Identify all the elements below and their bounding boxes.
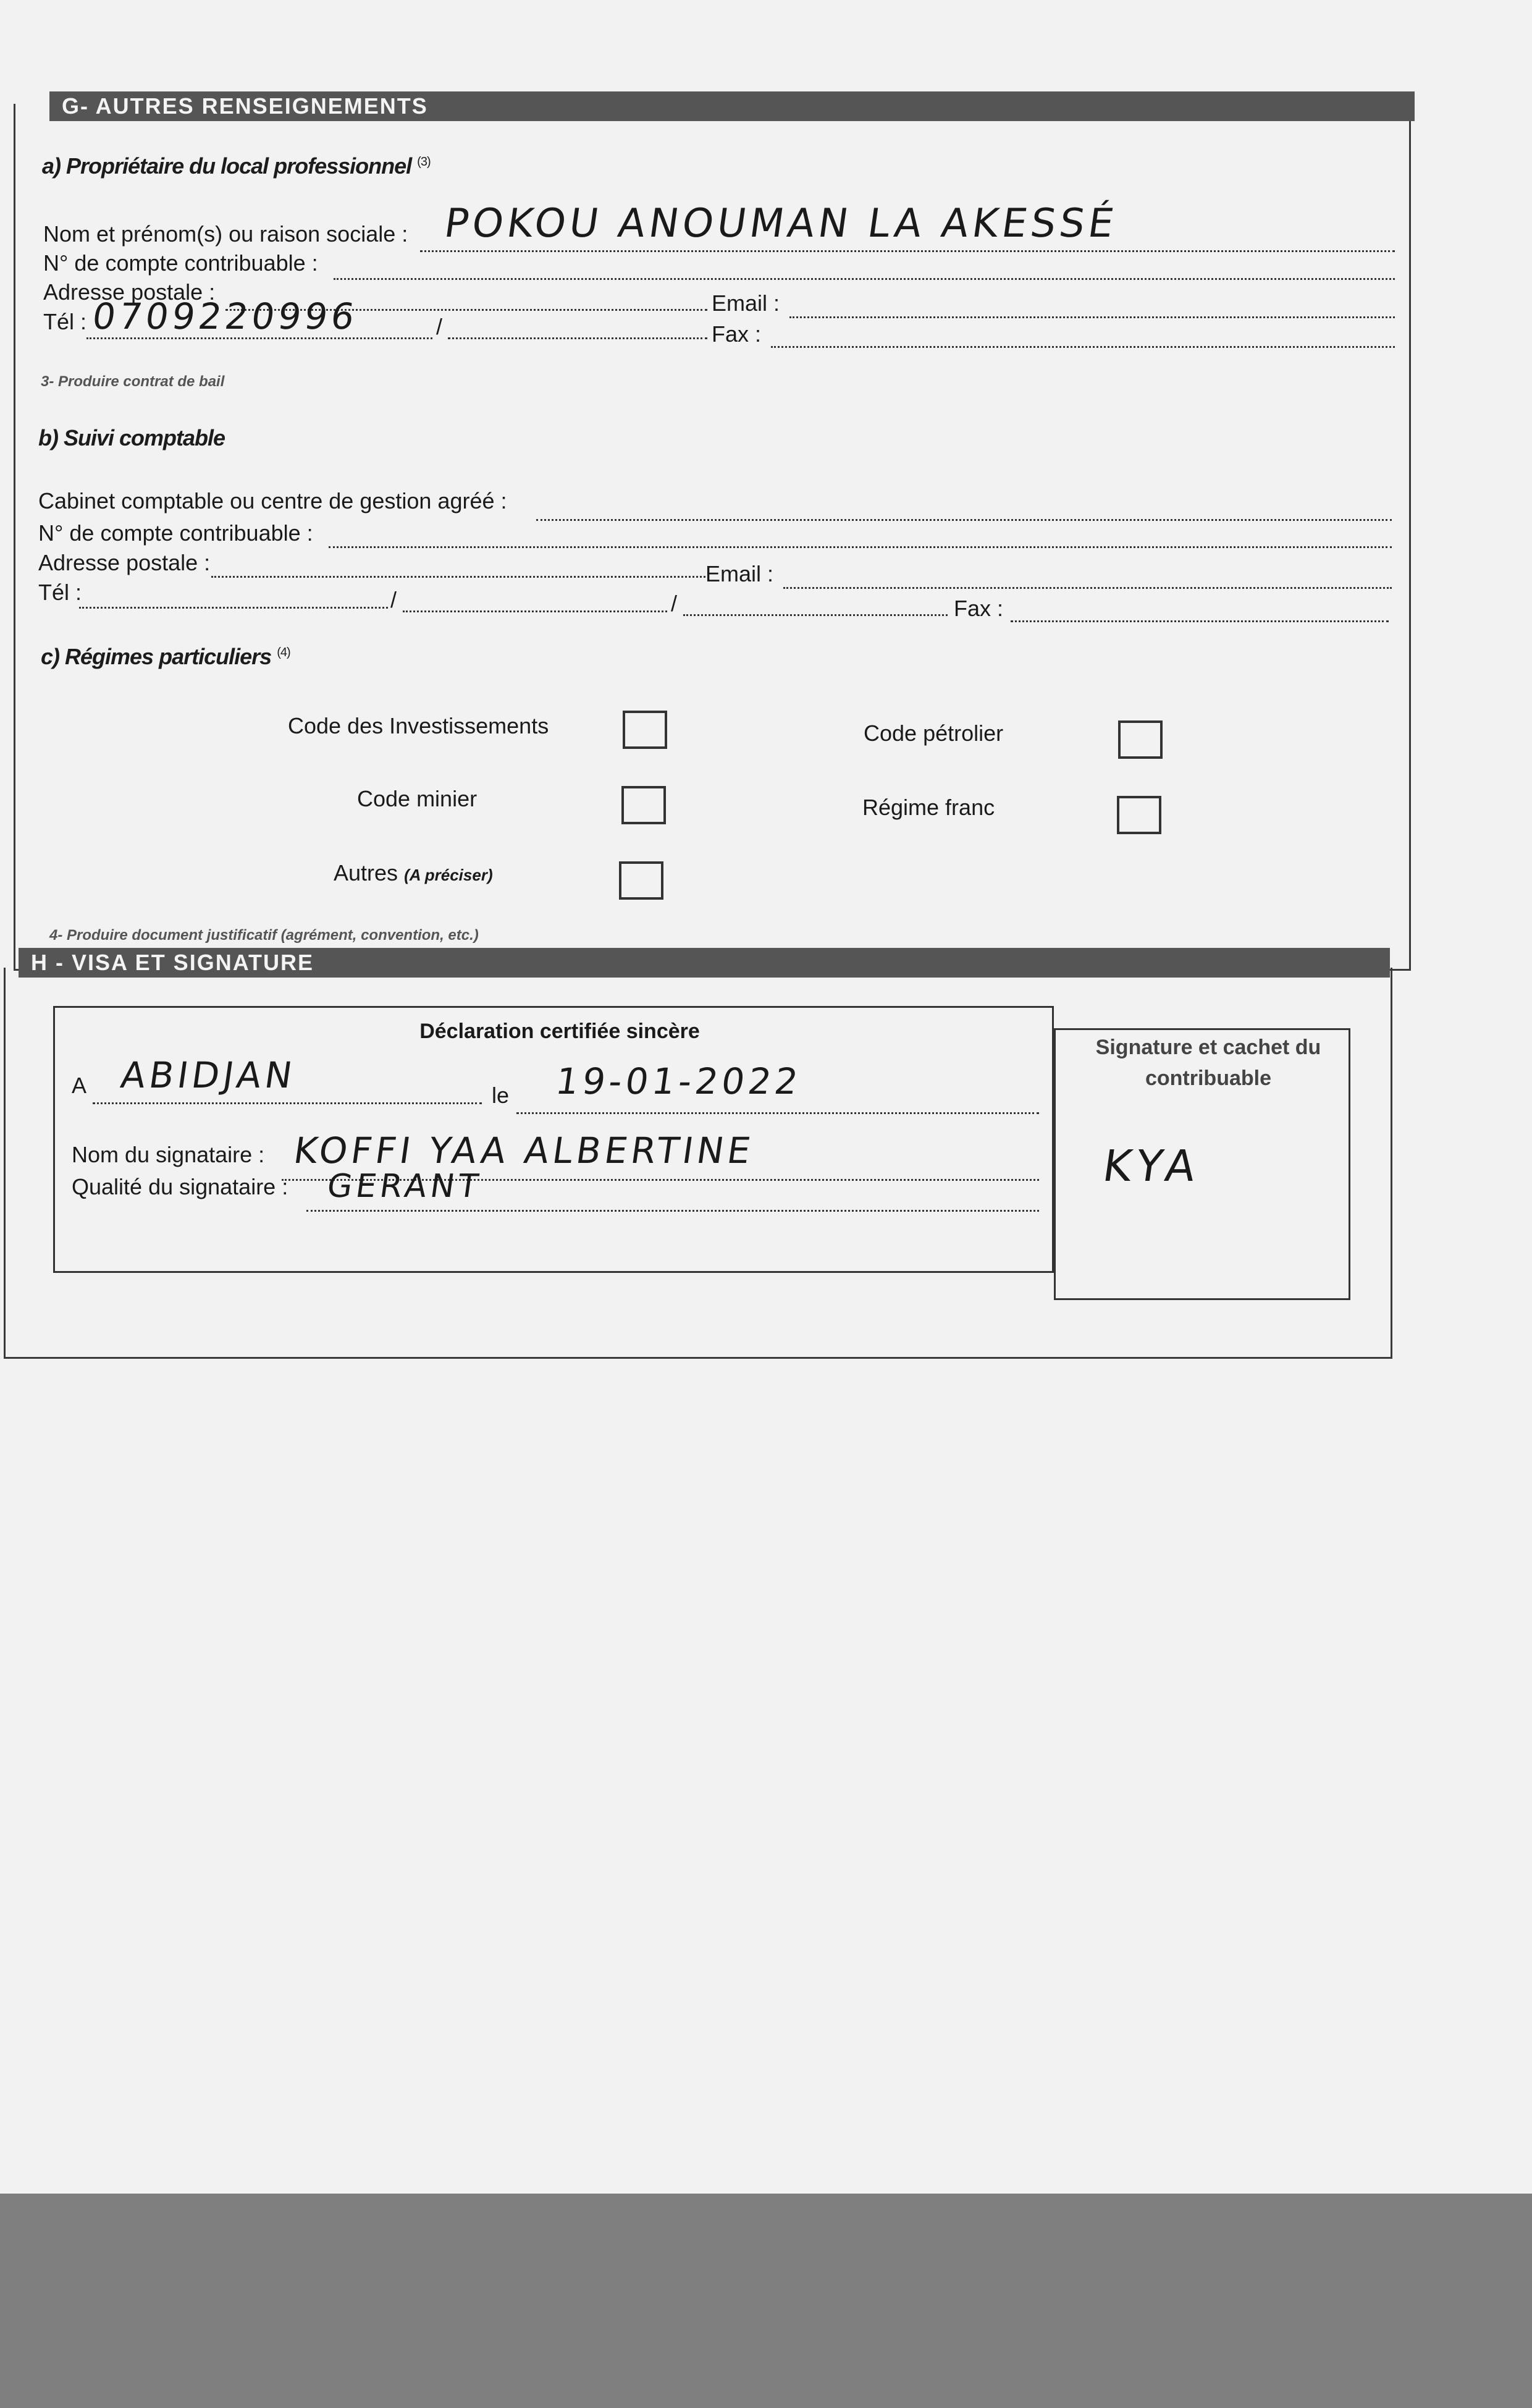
b-fax-field-line[interactable]	[1011, 620, 1389, 622]
code-minier-checkbox[interactable]	[621, 786, 666, 824]
b-fax-label: Fax :	[954, 596, 1004, 621]
email-field-line[interactable]	[789, 316, 1395, 318]
subsection-a-text: a) Propriétaire du local professionnel	[42, 153, 412, 179]
signataire-label: Nom du signataire :	[72, 1142, 265, 1167]
fax-label: Fax :	[712, 321, 762, 347]
autres-checkbox[interactable]	[619, 861, 663, 900]
tel-handwritten-value: 0709220996	[90, 295, 361, 337]
b-tel-sep-1: /	[390, 587, 397, 612]
tel-label: Tél :	[43, 309, 87, 334]
autres-text: Autres	[334, 860, 398, 885]
b-tel-field-line-3[interactable]	[683, 614, 948, 616]
subsection-c-heading	[41, 644, 290, 670]
declaration-title: Déclaration certifiée sincère	[419, 1020, 700, 1043]
b-compte-field-line[interactable]	[329, 546, 1392, 548]
b-tel-label: Tél :	[38, 580, 82, 605]
nom-label: Nom et prénom(s) ou raison sociale :	[43, 221, 408, 247]
compte-label: N° de compte contribuable :	[43, 250, 318, 276]
qualite-label: Qualité du signataire :	[72, 1174, 288, 1199]
code-petrolier-checkbox[interactable]	[1118, 720, 1163, 759]
b-email-label: Email :	[705, 561, 774, 586]
fax-field-line[interactable]	[771, 346, 1395, 348]
regime-franc-checkbox[interactable]	[1117, 796, 1161, 834]
code-minier-label: Code minier	[357, 786, 478, 811]
date-field-line[interactable]	[516, 1112, 1039, 1114]
regime-franc-label: Régime franc	[862, 795, 995, 820]
lieu-label: A	[72, 1073, 87, 1098]
signature-title: Signature et cachet du contribuable	[1095, 1036, 1321, 1090]
b-compte-label: N° de compte contribuable :	[38, 520, 313, 546]
date-handwritten-value: 19-01-2022	[553, 1060, 804, 1102]
date-label: le	[492, 1083, 510, 1108]
compte-field-line[interactable]	[334, 278, 1395, 280]
subsection-a-heading	[42, 153, 431, 179]
tel-separator: /	[436, 314, 443, 339]
section-g-title: G- AUTRES RENSEIGNEMENTS	[49, 91, 1415, 121]
note-ref-4: (4)	[277, 646, 290, 659]
subsection-b-heading: b) Suivi comptable	[38, 425, 225, 450]
footnote-3: 3- Produire contrat de bail	[41, 373, 225, 390]
b-email-field-line[interactable]	[783, 587, 1392, 589]
email-label: Email :	[712, 290, 780, 316]
autres-label	[334, 860, 493, 886]
note-ref-3: (3)	[417, 155, 431, 169]
autres-note: (A préciser)	[404, 866, 493, 884]
code-invest-checkbox[interactable]	[623, 711, 667, 749]
signataire-handwritten-value: KOFFI YAA ALBERTINE	[291, 1130, 757, 1172]
qualite-field-line[interactable]	[306, 1210, 1039, 1212]
code-petrolier-label: Code pétrolier	[864, 720, 1004, 746]
code-invest-label: Code des Investissements	[288, 713, 549, 738]
section-h-title: H - VISA ET SIGNATURE	[19, 948, 1390, 978]
subsection-c-text: c) Régimes particuliers	[41, 644, 272, 669]
cabinet-field-line[interactable]	[536, 519, 1392, 521]
lieu-field-line[interactable]	[93, 1102, 482, 1104]
adresse-label: Adresse postale :	[43, 279, 216, 305]
tel2-field-line[interactable]	[448, 337, 707, 339]
tel-field-line[interactable]	[86, 337, 432, 339]
b-adresse-label: Adresse postale :	[38, 550, 211, 575]
signature-handwritten-initials: KYA	[1100, 1141, 1205, 1191]
b-tel-field-line-1[interactable]	[79, 607, 388, 609]
lieu-handwritten-value: ABIDJAN	[118, 1054, 299, 1096]
qualite-handwritten-value: GERANT	[324, 1168, 484, 1205]
b-tel-sep-2: /	[671, 591, 678, 616]
b-tel-field-line-2[interactable]	[403, 610, 667, 612]
b-adresse-field-line[interactable]	[211, 576, 705, 578]
footnote-4: 4- Produire document justificatif (agrément, convention, etc.)	[49, 927, 479, 944]
nom-handwritten-value: POKOU ANOUMAN LA AKESSÉ	[441, 201, 1121, 247]
cabinet-label: Cabinet comptable ou centre de gestion agréé :	[38, 488, 507, 513]
nom-field-line[interactable]	[420, 250, 1395, 252]
